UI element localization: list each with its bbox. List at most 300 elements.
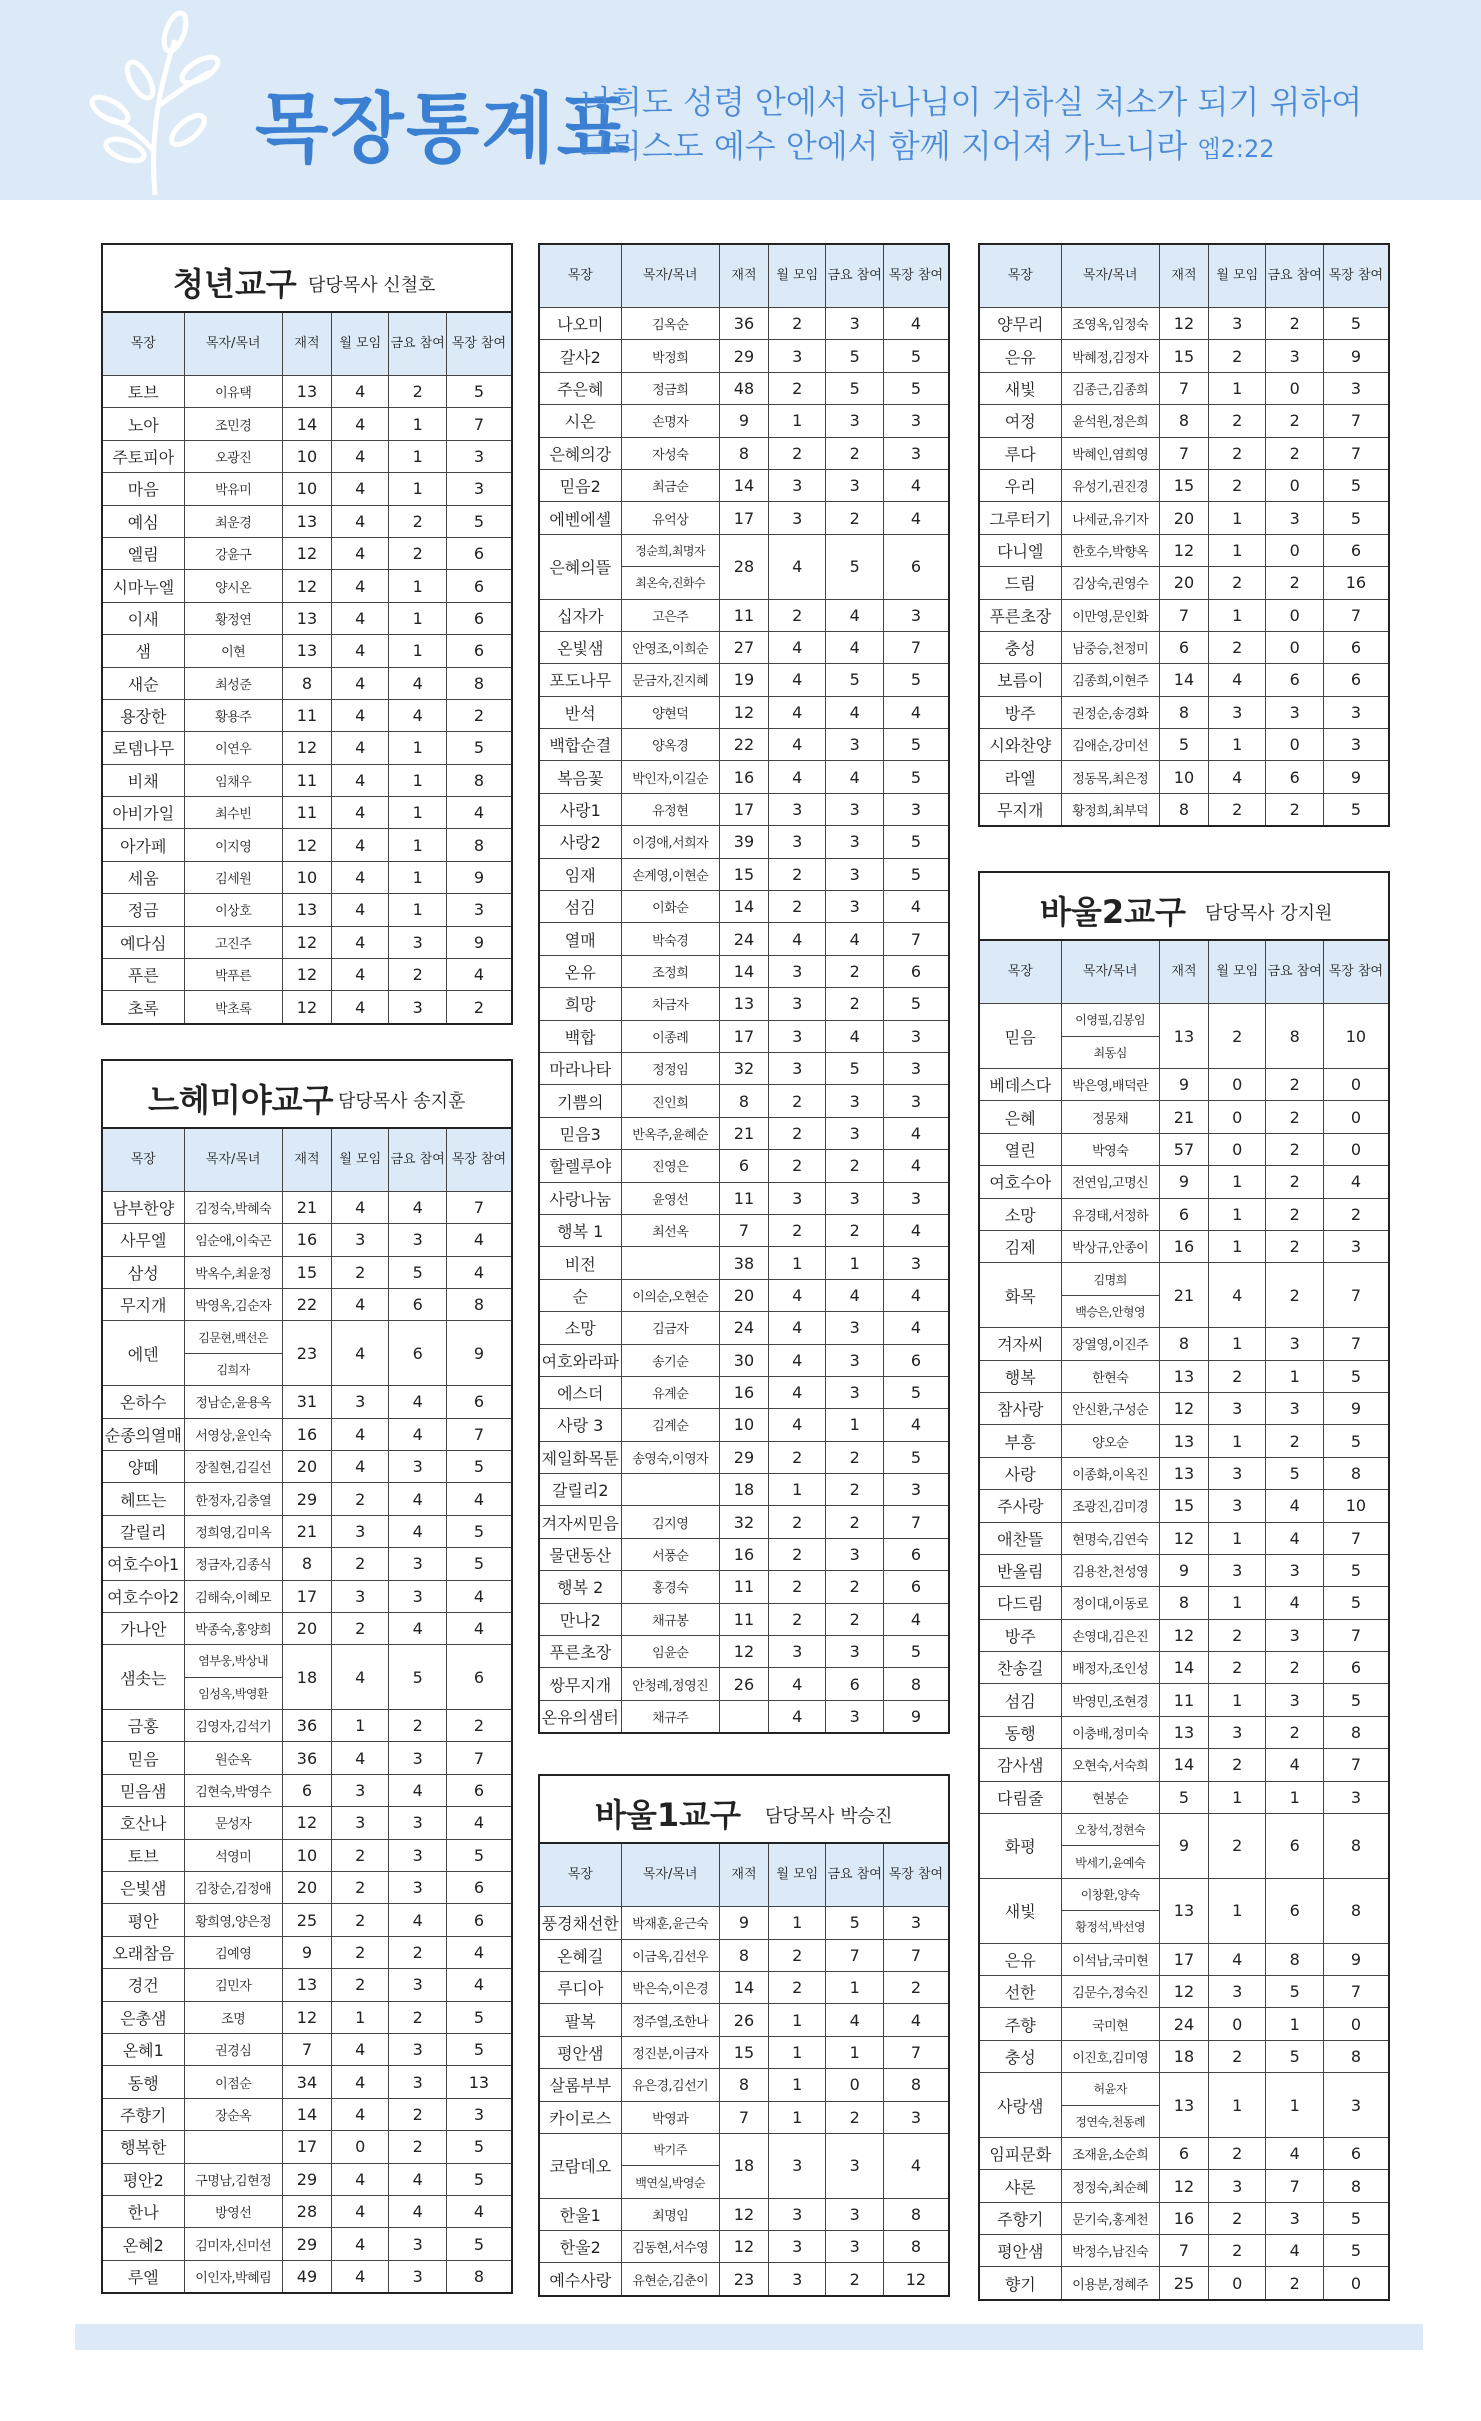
count-cell: 29: [719, 1441, 768, 1473]
group-name-cell: 은혜: [979, 1101, 1061, 1133]
table-row: [539, 308, 949, 340]
verse-reference: 엡2:22: [1197, 135, 1275, 163]
group-name-cell: 행복: [979, 1360, 1061, 1392]
count-cell: 4: [332, 376, 389, 408]
leader-cell: 진영은: [621, 1150, 719, 1182]
group-name-cell: 믿음: [102, 1742, 184, 1774]
count-cell: 1: [769, 2004, 826, 2036]
count-cell: 3: [389, 1450, 446, 1482]
leader-cell: 양현덕: [621, 696, 719, 728]
table-row: [979, 1392, 1389, 1424]
group-name-cell: 샤론: [979, 2170, 1061, 2202]
count-cell: 14: [1159, 664, 1208, 696]
column-header: 목장 참여: [1323, 244, 1389, 308]
leader-cell: 정정숙,최순혜: [1061, 2170, 1159, 2202]
count-cell: 8: [1323, 1878, 1389, 1943]
leader-cell: 정순희,최명자: [621, 534, 719, 566]
table-row: [539, 534, 949, 566]
count-cell: 3: [389, 2033, 446, 2065]
count-cell: 28: [282, 2195, 331, 2227]
leader-cell: 이지영: [184, 829, 282, 861]
count-cell: 12: [1159, 308, 1208, 340]
leader-cell: 박정희: [621, 340, 719, 372]
leader-cell: 정희영,김미옥: [184, 1515, 282, 1547]
group-name-cell: 경건: [102, 1969, 184, 2001]
count-cell: 8: [719, 437, 768, 469]
leader-cell: 조민경: [184, 408, 282, 440]
count-cell: 2: [1209, 340, 1266, 372]
group-name-cell: 섬김: [979, 1684, 1061, 1716]
count-cell: 3: [826, 2231, 883, 2263]
count-cell: 4: [826, 761, 883, 793]
count-cell: 12: [719, 2231, 768, 2263]
count-cell: 2: [826, 1441, 883, 1473]
count-cell: 12: [282, 1807, 331, 1839]
count-cell: 3: [1323, 696, 1389, 728]
table-row: [102, 570, 512, 602]
group-name-cell: 주향기: [979, 2202, 1061, 2234]
group-name-cell: 소망: [539, 1312, 621, 1344]
count-cell: 1: [1209, 2073, 1266, 2138]
count-cell: 3: [883, 1474, 949, 1506]
count-cell: 4: [826, 696, 883, 728]
count-cell: 1: [389, 732, 446, 764]
count-cell: 1: [1266, 2008, 1323, 2040]
group-name-cell: 이새: [102, 602, 184, 634]
count-cell: 5: [826, 372, 883, 404]
count-cell: 4: [1209, 761, 1266, 793]
count-cell: 2: [769, 1538, 826, 1570]
count-cell: 4: [332, 408, 389, 440]
count-cell: 6: [1266, 761, 1323, 793]
count-cell: 7: [446, 1418, 512, 1450]
count-cell: 5: [1266, 2040, 1323, 2072]
leader-cell: 김예영: [184, 1936, 282, 1968]
count-cell: 2: [1209, 1749, 1266, 1781]
table-row: [539, 2263, 949, 2296]
count-cell: 3: [826, 308, 883, 340]
count-cell: 3: [826, 1344, 883, 1376]
count-cell: 5: [1323, 2235, 1389, 2267]
group-name-cell: 토브: [102, 376, 184, 408]
count-cell: 2: [769, 1441, 826, 1473]
table-row: [102, 699, 512, 731]
count-cell: 3: [389, 1742, 446, 1774]
leader-cell: 황용주: [184, 699, 282, 731]
table-row: [539, 923, 949, 955]
table-row: [979, 2040, 1389, 2072]
group-name-cell: 보름이: [979, 664, 1061, 696]
count-cell: 27: [719, 631, 768, 663]
table-row: [539, 2069, 949, 2101]
count-cell: 1: [389, 473, 446, 505]
count-cell: 0: [826, 2069, 883, 2101]
count-cell: 6: [1159, 1198, 1208, 1230]
leader-cell: 임채우: [184, 764, 282, 796]
count-cell: 4: [446, 2195, 512, 2227]
leader-cell: 허윤자: [1061, 2073, 1159, 2105]
count-cell: 10: [719, 1409, 768, 1441]
count-cell: 1: [389, 635, 446, 667]
leader-cell: 권정순,송경화: [1061, 696, 1159, 728]
group-name-cell: 무지개: [979, 793, 1061, 826]
count-cell: 11: [719, 1182, 768, 1214]
table-row: [539, 1668, 949, 1700]
table-row: [102, 537, 512, 569]
count-cell: 1: [389, 440, 446, 472]
count-cell: 10: [282, 473, 331, 505]
count-cell: 34: [282, 2066, 331, 2098]
column-right: [978, 243, 1390, 2301]
count-cell: 3: [1266, 696, 1323, 728]
count-cell: 7: [1323, 1619, 1389, 1651]
leader-cell: 이종례: [621, 1020, 719, 1052]
count-cell: 12: [719, 696, 768, 728]
leader-cell: 서영상,윤인숙: [184, 1418, 282, 1450]
count-cell: 0: [332, 2131, 389, 2163]
leader-cell: 한현숙: [1061, 1360, 1159, 1392]
table-row: [979, 1781, 1389, 1813]
table-row: [539, 826, 949, 858]
count-cell: 6: [446, 1386, 512, 1418]
table-row: [102, 505, 512, 537]
count-cell: 6: [883, 1571, 949, 1603]
count-cell: 8: [883, 2231, 949, 2263]
count-cell: 2: [1266, 567, 1323, 599]
count-cell: 48: [719, 372, 768, 404]
count-cell: 7: [1323, 1749, 1389, 1781]
count-cell: 1: [826, 1409, 883, 1441]
group-name-cell: 김제: [979, 1230, 1061, 1262]
table-row: [979, 1166, 1389, 1198]
count-cell: 4: [883, 308, 949, 340]
count-cell: 10: [282, 1839, 331, 1871]
count-cell: 3: [1323, 2073, 1389, 2138]
count-cell: 7: [1159, 599, 1208, 631]
group-name-cell: 오래참음: [102, 1936, 184, 1968]
leader-cell: 박숙경: [621, 923, 719, 955]
count-cell: 6: [389, 1288, 446, 1320]
count-cell: 1: [332, 1710, 389, 1742]
count-cell: 3: [769, 2133, 826, 2198]
count-cell: 6: [446, 537, 512, 569]
count-cell: 3: [826, 826, 883, 858]
leader-cell: 장칠현,김길선: [184, 1450, 282, 1482]
count-cell: 4: [446, 1612, 512, 1644]
count-cell: 14: [719, 1971, 768, 2003]
leader-cell: 이화순: [621, 891, 719, 923]
count-cell: 2: [769, 1506, 826, 1538]
table-row: [102, 1612, 512, 1644]
count-cell: 1: [769, 2036, 826, 2068]
table-row: [979, 340, 1389, 372]
column-header: 재적: [282, 1128, 331, 1192]
leader-cell: 박옥수,최윤정: [184, 1256, 282, 1288]
leader-cell: 원순옥: [184, 1742, 282, 1774]
count-cell: 16: [282, 1224, 331, 1256]
count-cell: 4: [1209, 1263, 1266, 1328]
count-cell: 1: [1209, 372, 1266, 404]
count-cell: 4: [389, 2195, 446, 2227]
group-name-cell: 시마누엘: [102, 570, 184, 602]
count-cell: 2: [1209, 1652, 1266, 1684]
count-cell: 0: [1323, 2008, 1389, 2040]
count-cell: 6: [1323, 2137, 1389, 2169]
leader-cell: 박초록: [184, 991, 282, 1024]
table-row: [539, 891, 949, 923]
leader-cell: 임순애,이숙곤: [184, 1224, 282, 1256]
leader-cell: 현봉순: [1061, 1781, 1159, 1813]
count-cell: 13: [282, 505, 331, 537]
column-header: 월 모임: [1209, 244, 1266, 308]
leader-cell: 박유미: [184, 473, 282, 505]
count-cell: 3: [1266, 340, 1323, 372]
group-name-cell: 복음꽃: [539, 761, 621, 793]
leader-cell: 김계순: [621, 1409, 719, 1441]
table-row: [979, 696, 1389, 728]
count-cell: 17: [719, 502, 768, 534]
leader-cell: 최동심: [1061, 1036, 1159, 1068]
count-cell: 3: [1266, 1684, 1323, 1716]
count-cell: 2: [826, 1506, 883, 1538]
count-cell: 4: [332, 829, 389, 861]
count-cell: 4: [883, 502, 949, 534]
leader-cell: 김세원: [184, 861, 282, 893]
count-cell: 1: [1209, 1587, 1266, 1619]
count-cell: 4: [446, 1256, 512, 1288]
count-cell: 4: [1266, 1490, 1323, 1522]
count-cell: 8: [446, 667, 512, 699]
group-name-cell: 만나2: [539, 1603, 621, 1635]
leader-cell: 나세균,유기자: [1061, 502, 1159, 534]
column-header: 목자/목녀: [621, 244, 719, 308]
group-name-cell: 온유: [539, 955, 621, 987]
group-name-cell: 사랑2: [539, 826, 621, 858]
table-row: [539, 1312, 949, 1344]
leader-cell: 황정희,최부덕: [1061, 793, 1159, 826]
leader-cell: 김금자: [621, 1312, 719, 1344]
count-cell: 3: [389, 991, 446, 1024]
group-name-cell: 평안2: [102, 2163, 184, 2195]
column-header: 목장 참여: [446, 312, 512, 376]
count-cell: 16: [719, 761, 768, 793]
group-name-cell: 행복 2: [539, 1571, 621, 1603]
leader-cell: 박세기,윤예숙: [1061, 1846, 1159, 1878]
count-cell: 4: [883, 1117, 949, 1149]
count-cell: 3: [883, 1182, 949, 1214]
count-cell: 7: [446, 408, 512, 440]
leader-cell: 윤영선: [621, 1182, 719, 1214]
table-row: [539, 2036, 949, 2068]
count-cell: 5: [883, 664, 949, 696]
count-cell: 8: [446, 1288, 512, 1320]
count-cell: 17: [719, 793, 768, 825]
count-cell: 3: [1323, 1230, 1389, 1262]
group-name-cell: 은혜의강: [539, 437, 621, 469]
table-row: [102, 1904, 512, 1936]
group-name-cell: 삼성: [102, 1256, 184, 1288]
page-header: [0, 0, 1481, 200]
table-row: [102, 797, 512, 829]
count-cell: 3: [1209, 1975, 1266, 2007]
count-cell: 5: [883, 988, 949, 1020]
count-cell: 7: [883, 631, 949, 663]
table-row: [102, 1872, 512, 1904]
count-cell: 4: [389, 1386, 446, 1418]
group-name-cell: 은유: [979, 1943, 1061, 1975]
count-cell: 6: [1323, 1652, 1389, 1684]
table-row: [979, 1975, 1389, 2007]
leader-cell: 최금순: [621, 469, 719, 501]
leader-cell: 권경심: [184, 2033, 282, 2065]
count-cell: 3: [883, 437, 949, 469]
group-name-cell: 기쁨의: [539, 1085, 621, 1117]
leader-cell: 정주열,조한나: [621, 2004, 719, 2036]
leader-cell: 이충배,정미숙: [1061, 1716, 1159, 1748]
group-name-cell: 은빛샘: [102, 1872, 184, 1904]
count-cell: 12: [883, 2263, 949, 2296]
page-title: 목장통계표: [255, 84, 633, 173]
leader-cell: 조영옥,임정숙: [1061, 308, 1159, 340]
count-cell: 12: [1159, 2170, 1208, 2202]
group-name-cell: 한울1: [539, 2198, 621, 2230]
group-name-cell: 순: [539, 1279, 621, 1311]
leader-cell: [621, 1247, 719, 1279]
leader-cell: 이석남,국미현: [1061, 1943, 1159, 1975]
count-cell: 3: [826, 1312, 883, 1344]
group-name-cell: 양떼: [102, 1450, 184, 1482]
count-cell: 2: [332, 1969, 389, 2001]
leader-cell: 홍경숙: [621, 1571, 719, 1603]
group-name-cell: 금홍: [102, 1710, 184, 1742]
count-cell: 3: [332, 1807, 389, 1839]
count-cell: 7: [1323, 1522, 1389, 1554]
table-row: [539, 1247, 949, 1279]
count-cell: 7: [1323, 1328, 1389, 1360]
count-cell: 12: [282, 570, 331, 602]
count-cell: 16: [1323, 567, 1389, 599]
count-cell: 18: [719, 1474, 768, 1506]
count-cell: 3: [769, 826, 826, 858]
column-header: 금요 참여: [826, 1843, 883, 1907]
group-name-cell: 임재: [539, 858, 621, 890]
table-row: [539, 502, 949, 534]
leader-cell: 김애순,강미선: [1061, 729, 1159, 761]
count-cell: 2: [1209, 2235, 1266, 2267]
leader-cell: 송기순: [621, 1344, 719, 1376]
count-cell: 2: [826, 502, 883, 534]
group-name-cell: 엘림: [102, 537, 184, 569]
count-cell: 5: [446, 1515, 512, 1547]
count-cell: 8: [1159, 793, 1208, 826]
count-cell: 5: [883, 1376, 949, 1408]
count-cell: 4: [1209, 664, 1266, 696]
leader-cell: 김해숙,이혜모: [184, 1580, 282, 1612]
column-header: 재적: [282, 312, 331, 376]
count-cell: 3: [769, 2198, 826, 2230]
leader-cell: 정남순,윤용옥: [184, 1386, 282, 1418]
group-name-cell: 향기: [979, 2267, 1061, 2300]
leader-cell: 양시온: [184, 570, 282, 602]
table-row: [979, 1943, 1389, 1975]
leader-cell: 이연우: [184, 732, 282, 764]
count-cell: 7: [883, 923, 949, 955]
count-cell: 1: [389, 408, 446, 440]
table-row: [979, 1490, 1389, 1522]
count-cell: 28: [719, 534, 768, 599]
count-cell: 3: [826, 1117, 883, 1149]
count-cell: 2: [1266, 1166, 1323, 1198]
count-cell: 4: [332, 570, 389, 602]
group-name-cell: 용장한: [102, 699, 184, 731]
column-header: 목장 참여: [1323, 940, 1389, 1004]
count-cell: 14: [282, 2098, 331, 2130]
count-cell: 5: [446, 732, 512, 764]
count-cell: 4: [332, 505, 389, 537]
count-cell: 2: [1266, 1133, 1323, 1165]
group-name-cell: 온유의샘터: [539, 1700, 621, 1733]
count-cell: 16: [1159, 1230, 1208, 1262]
group-name-cell: 샘솟는: [102, 1645, 184, 1710]
count-cell: 1: [389, 829, 446, 861]
group-name-cell: 찬송길: [979, 1652, 1061, 1684]
group-name-cell: 우리: [979, 469, 1061, 501]
count-cell: 12: [1159, 1975, 1208, 2007]
count-cell: 6: [883, 534, 949, 599]
count-cell: 2: [1209, 1814, 1266, 1879]
leader-cell: 김종근,김종희: [1061, 372, 1159, 404]
count-cell: 8: [1323, 1814, 1389, 1879]
count-cell: 4: [332, 2066, 389, 2098]
count-cell: 1: [1209, 1425, 1266, 1457]
group-name-cell: 온빛샘: [539, 631, 621, 663]
count-cell: 2: [1266, 1230, 1323, 1262]
page-footer-bar: [75, 2324, 1423, 2350]
count-cell: [719, 1700, 768, 1733]
count-cell: 4: [826, 923, 883, 955]
count-cell: 21: [282, 1515, 331, 1547]
table-row: [102, 1418, 512, 1450]
column-header: 목장: [539, 244, 621, 308]
count-cell: 13: [1159, 1716, 1208, 1748]
count-cell: 2: [332, 1483, 389, 1515]
leader-cell: 박영과: [621, 2101, 719, 2133]
table-row: [539, 1214, 949, 1246]
count-cell: 2: [1209, 2137, 1266, 2169]
count-cell: 4: [883, 1150, 949, 1182]
leader-cell: 이유택: [184, 376, 282, 408]
count-cell: 5: [1159, 1781, 1208, 1813]
count-cell: 3: [446, 2098, 512, 2130]
table-row: [539, 729, 949, 761]
leader-cell: 박기주: [621, 2133, 719, 2165]
leader-cell: 황희영,양은정: [184, 1904, 282, 1936]
table-row: [979, 1652, 1389, 1684]
leader-cell: 최명임: [621, 2198, 719, 2230]
group-name-cell: 주향기: [102, 2098, 184, 2130]
count-cell: 3: [769, 502, 826, 534]
table-row: [539, 1150, 949, 1182]
count-cell: 4: [883, 2133, 949, 2198]
table-row: [102, 1742, 512, 1774]
count-cell: 24: [719, 1312, 768, 1344]
table-row: [539, 761, 949, 793]
leader-cell: 이인자,박혜림: [184, 2260, 282, 2293]
group-name-cell: 에스더: [539, 1376, 621, 1408]
count-cell: 9: [1323, 761, 1389, 793]
count-cell: 6: [282, 1774, 331, 1806]
count-cell: 2: [1209, 2202, 1266, 2234]
